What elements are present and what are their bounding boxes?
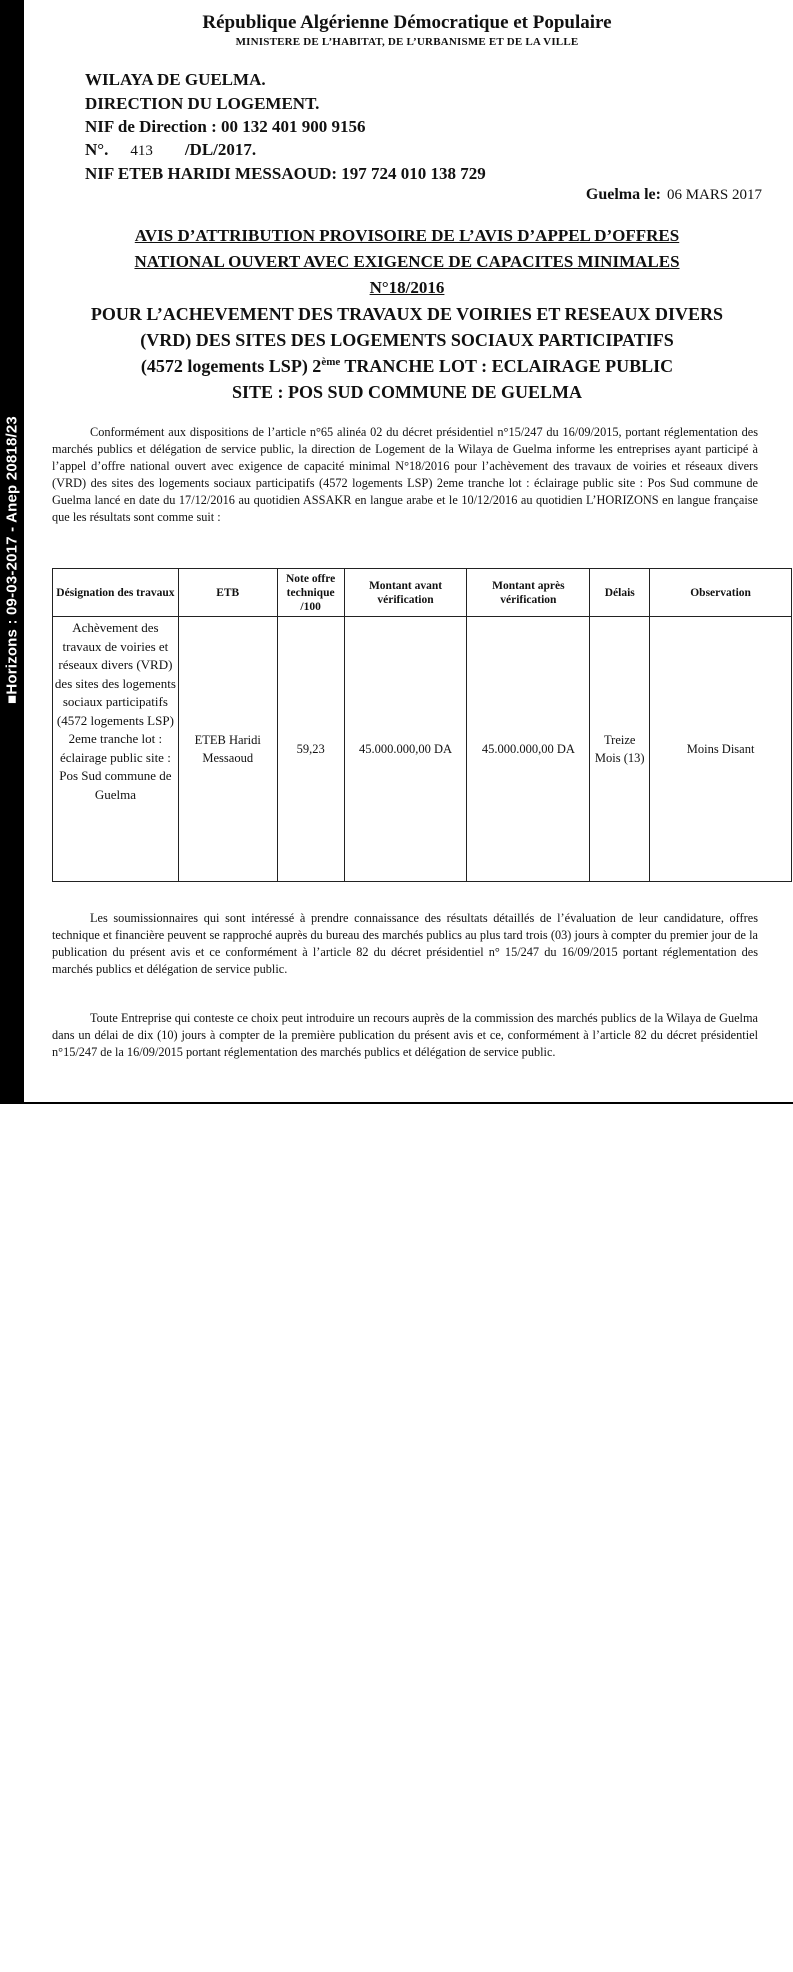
subtitle-3-superscript: ème bbox=[321, 356, 341, 368]
notice-subtitle-line-4: SITE : POS SUD COMMUNE DE GUELMA bbox=[231, 382, 583, 402]
notice-subtitle-line-3 bbox=[52, 356, 762, 377]
cell-observation: Moins Disant bbox=[650, 617, 792, 882]
cell-montant-apres: 45.000.000,00 DA bbox=[467, 617, 590, 882]
cell-delais: Treize Mois (13) bbox=[590, 617, 650, 882]
bottom-rule bbox=[0, 1102, 793, 1104]
notice-subtitle-line-2: (VRD) DES SITES DES LOGEMENTS SOCIAUX PARTICIPATIFS bbox=[140, 330, 674, 350]
cell-montant-avant: 45.000.000,00 DA bbox=[344, 617, 467, 882]
date-value: 06 MARS 2017 bbox=[666, 187, 762, 203]
subtitle-3-before: (4572 logements LSP) 2 bbox=[140, 356, 322, 376]
appeal-paragraph: Toute Entreprise qui conteste ce choix peut introduire un recours auprès de la commission des marchés publics de la Wilaya de Guelma dans un délai de dix (10) jours à compter de la première publication du présent avis et ce, conformément à l’article 82 du décret présidentiel n°15/247 de la 16/09/2015 portant réglementation des marchés publics et délégation de service public. bbox=[52, 1011, 758, 1059]
date-label: Guelma le: bbox=[585, 186, 661, 203]
results-table bbox=[52, 568, 792, 882]
subtitle-3-after: TRANCHE LOT : ECLAIRAGE PUBLIC bbox=[340, 356, 674, 376]
reference-number-value: 413 bbox=[130, 143, 153, 159]
notice-subtitle-line-1: POUR L’ACHEVEMENT DES TRAVAUX DE VOIRIES ET RESEAUX DIVERS bbox=[90, 304, 724, 324]
header-note: Note offre technique /100 bbox=[277, 569, 344, 617]
nif-eteb-line: NIF ETEB HARIDI MESSAOUD: 197 724 010 138 729 bbox=[85, 164, 486, 183]
cell-designation: Achèvement des travaux de voiries et réseaux divers (VRD) des sites des logements sociaux participatifs (4572 logements LSP) 2eme tranche lot : éclairage public site : Pos Sud commune de Guelma bbox=[53, 617, 179, 882]
notice-title-line-3: N°18/2016 bbox=[369, 278, 445, 297]
direction-line: DIRECTION DU LOGEMENT. bbox=[85, 94, 320, 113]
reference-number-line bbox=[85, 140, 256, 160]
nif-direction-line: NIF de Direction : 00 132 401 900 9156 bbox=[85, 117, 366, 136]
cell-note: 59,23 bbox=[277, 617, 344, 882]
header-montant-avant: Montant avant vérification bbox=[344, 569, 467, 617]
header-delais: Délais bbox=[590, 569, 650, 617]
side-strip bbox=[0, 0, 24, 1104]
wilaya-line: WILAYA DE GUELMA. bbox=[85, 70, 266, 89]
date-line bbox=[586, 186, 762, 204]
cell-etb: ETEB Haridi Messaoud bbox=[178, 617, 277, 882]
consultation-paragraph: Les soumissionnaires qui sont intéressé à prendre connaissance des résultats détaillés de l’évaluation de leur candidature, offres technique et financière peuvent se rapproché auprès du bureau des marchés publics au plus tard trois (03) jours à compter du premier jour de la publication du présent avis et ce conformément à l’article 82 du décret présidentiel n° 15/247 du 16/09/2015 portant réglementation des marchés publics et délégation de service public. bbox=[52, 911, 758, 976]
header-observation: Observation bbox=[650, 569, 792, 617]
notice-title-line-2: NATIONAL OUVERT AVEC EXIGENCE DE CAPACITES MINIMALES bbox=[134, 252, 680, 271]
header-montant-apres: Montant après vérification bbox=[467, 569, 590, 617]
header-etb: ETB bbox=[178, 569, 277, 617]
reference-number-label: N°. bbox=[85, 140, 109, 159]
republic-heading: République Algérienne Démocratique et Populaire bbox=[202, 12, 612, 33]
notice-title-line-1: AVIS D’ATTRIBUTION PROVISOIRE DE L’AVIS D’APPEL D’OFFRES bbox=[134, 226, 680, 245]
ministry-heading: MINISTERE DE L’HABITAT, DE L’URBANISME ET DE LA VILLE bbox=[235, 36, 579, 48]
reference-number-suffix: /DL/2017. bbox=[184, 140, 257, 159]
publication-label: ■Horizons : 09-03-2017 - Anep 20818/23 bbox=[3, 416, 21, 704]
table-header-row bbox=[53, 569, 792, 617]
header-designation: Désignation des travaux bbox=[53, 569, 179, 617]
table-row bbox=[53, 617, 792, 882]
intro-paragraph: Conformément aux dispositions de l’article n°65 alinéa 02 du décret présidentiel n°15/247 du 16/09/2015, portant réglementation des marchés publics et délégation de service public, la direction de Logement de la Wilaya de Guelma informe les entreprises ayant participé à l’appel d’offre national ouvert avec exigence de capacité minimal N°18/2016 pour l’achèvement des travaux de voiries et réseaux divers (VRD) des sites des logements sociaux participatifs (4572 logements LSP) 2eme tranche lot : éclairage public site : Pos Sud commune de Guelma lancé en date du 17/12/2016 au quotidien ASSAKR en langue arabe et le 10/12/2016 au quotidien L’HORIZONS en langue française que les résultats sont comme suit : bbox=[52, 425, 758, 524]
